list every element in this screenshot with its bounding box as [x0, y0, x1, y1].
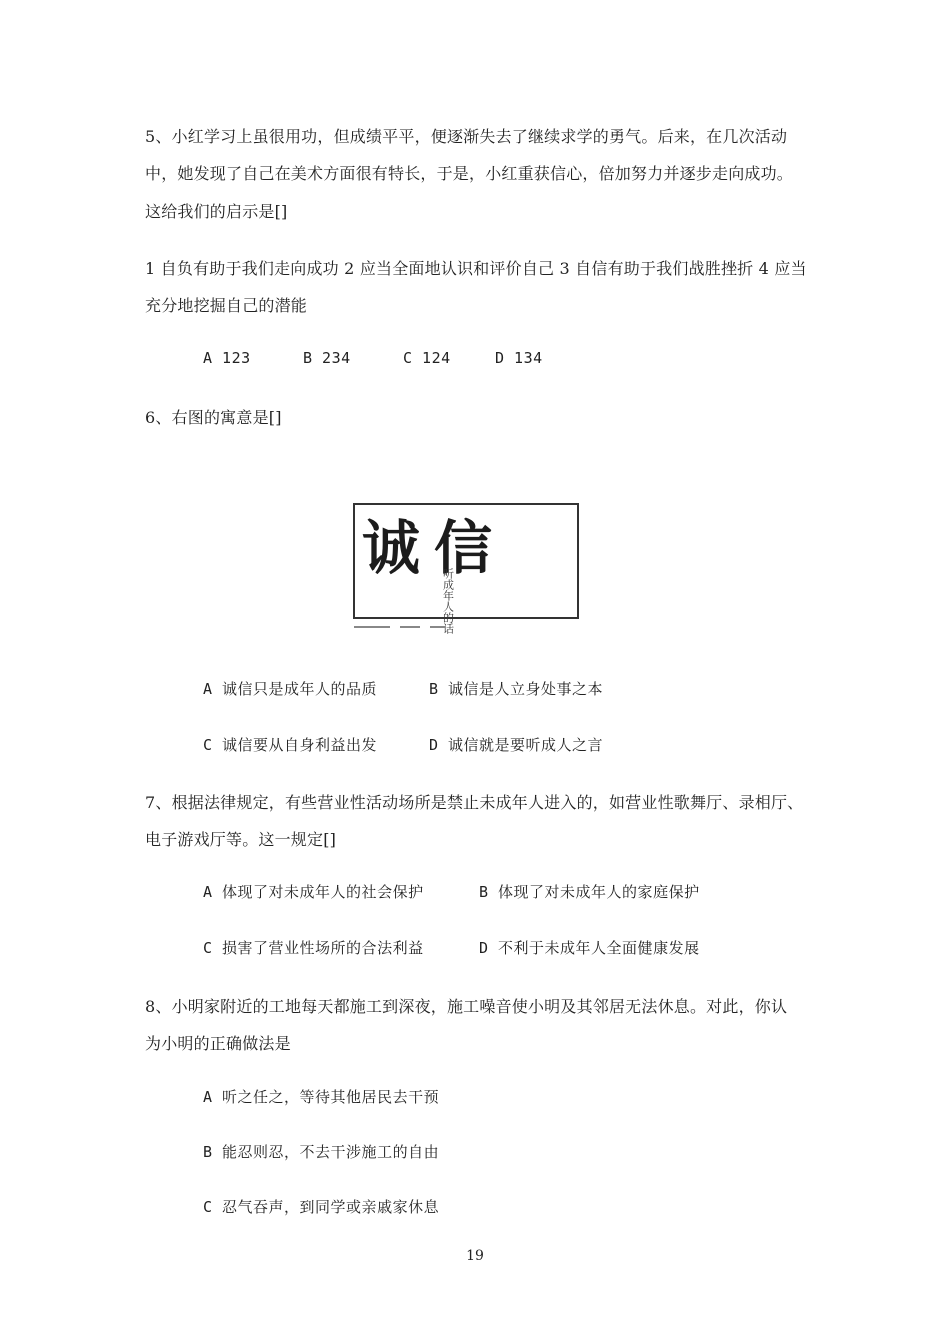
q5-statements-line-2: 充分地挖掘自己的潜能: [145, 296, 308, 315]
figure-main-text: 诚信: [362, 514, 507, 582]
q5-option-b: B 234: [303, 349, 351, 367]
q8-option-c: C 忍气吞声，到同学或亲戚家休息: [203, 1198, 440, 1216]
q7-stem-line-2: 电子游戏厅等。这一规定[]: [145, 830, 337, 849]
q5-option-d: D 134: [495, 349, 543, 367]
q5-option-a: A 123: [203, 349, 251, 367]
q6-stem: 6、右图的寓意是[]: [145, 408, 282, 427]
q8-option-b: B 能忍则忍，不去干涉施工的自由: [203, 1143, 440, 1161]
page-number: 19: [466, 1248, 484, 1264]
q5-stem-line-2: 中，她发现了自己在美术方面很有特长，于是，小红重获信心，倍加努力并逐步走向成功。: [145, 164, 794, 183]
q5-stem-line-3: 这给我们的启示是[]: [145, 202, 288, 221]
q7-option-d: D 不利于未成年人全面健康发展: [479, 939, 700, 957]
integrity-figure: [350, 496, 582, 634]
q7-stem-line-1: 7、根据法律规定，有些营业性活动场所是禁止未成年人进入的，如营业性歌舞厅、录相厅、: [145, 793, 804, 812]
q6-option-b: B 诚信是人立身处事之本: [429, 680, 604, 698]
q7-option-b: B 体现了对未成年人的家庭保护: [479, 883, 700, 901]
q5-statements-line-1: 1 自负有助于我们走向成功 2 应当全面地认识和评价自己 3 自信有助于我们战胜挫折 4 应当: [145, 259, 807, 278]
q8-stem-line-1: 8、小明家附近的工地每天都施工到深夜，施工噪音使小明及其邻居无法休息。对此，你认: [145, 997, 788, 1016]
q5-stem-line-1: 5、小红学习上虽很用功，但成绩平平，便逐渐失去了继续求学的勇气。后来，在几次活动: [145, 127, 788, 146]
figure-vertical-text: 听成年人的话: [441, 568, 455, 634]
q6-option-c: C 诚信要从自身利益出发: [203, 736, 378, 754]
q6-option-d: D 诚信就是要听成人之言: [429, 736, 604, 754]
q8-stem-line-2: 为小明的正确做法是: [145, 1034, 291, 1053]
q7-option-a: A 体现了对未成年人的社会保护: [203, 883, 424, 901]
q8-option-a: A 听之任之，等待其他居民去干预: [203, 1088, 440, 1106]
q7-option-c: C 损害了营业性场所的合法利益: [203, 939, 424, 957]
q6-option-a: A 诚信只是成年人的品质: [203, 680, 378, 698]
q5-option-c: C 124: [403, 349, 451, 367]
